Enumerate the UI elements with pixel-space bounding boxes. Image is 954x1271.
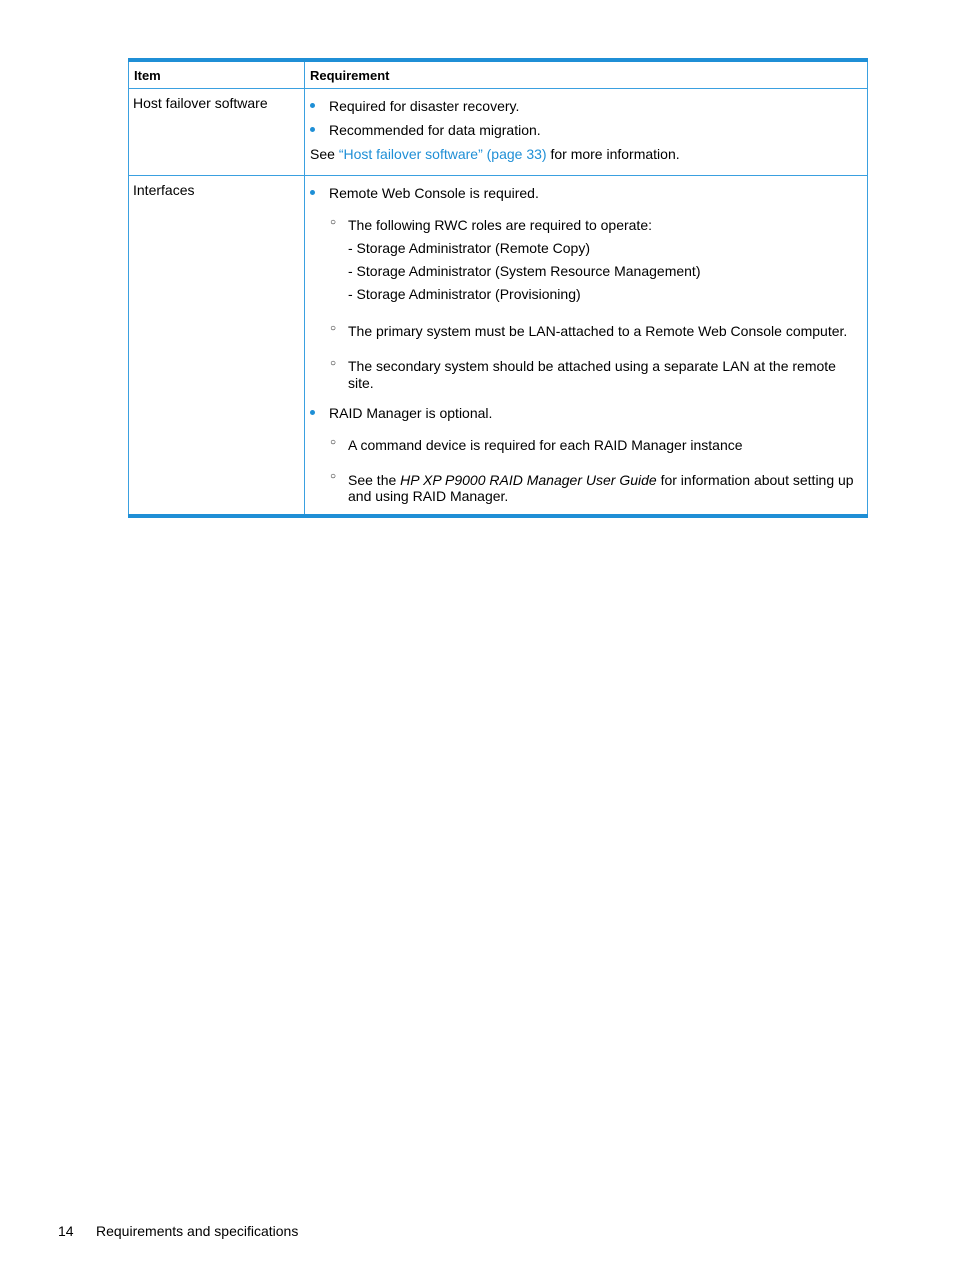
see-prefix: See xyxy=(310,145,339,162)
host-failover-link[interactable]: “Host failover software” (page 33) xyxy=(338,145,547,162)
bullet-text: Recommended for data migration. xyxy=(329,121,541,138)
bullet-dot-icon xyxy=(310,103,315,108)
bullet-text: Required for disaster recovery. xyxy=(329,97,520,114)
bullet-item xyxy=(310,405,863,422)
sub-bullet-circle-icon: ○ xyxy=(330,216,337,228)
bullet-text: RAID Manager is optional. xyxy=(329,404,493,421)
see-also-line xyxy=(310,146,863,163)
bullet-item xyxy=(310,122,863,139)
table-row xyxy=(129,175,868,516)
bullet-dot-icon xyxy=(310,190,315,195)
sub-bullet-circle-icon: ○ xyxy=(330,436,337,448)
bullet-item xyxy=(310,98,863,115)
sub-bullet-item xyxy=(310,323,863,340)
requirements-table xyxy=(128,58,868,518)
sub-bullet-text: The primary system must be LAN-attached to a Remote Web Console computer. xyxy=(348,322,848,339)
sub-bullet-circle-icon: ○ xyxy=(330,322,337,334)
sub-bullet-circle-icon: ○ xyxy=(330,357,337,369)
table-row xyxy=(129,88,868,175)
role-item: - Storage Administrator (Provisioning) xyxy=(348,285,581,302)
footer-section-title: Requirements and specifications xyxy=(96,1223,299,1239)
item-cell: Interfaces xyxy=(129,175,305,516)
sub-bullet-text: A command device is required for each RAID Manager instance xyxy=(348,436,743,453)
see-suffix: for more information. xyxy=(546,145,680,162)
sub-bullet-item xyxy=(310,358,863,392)
sub-bullet-item xyxy=(310,472,863,504)
item-cell: Host failover software xyxy=(129,88,305,175)
sub-bullet-prefix: See the xyxy=(348,471,401,488)
sub-bullet-circle-icon: ○ xyxy=(330,470,337,482)
sub-bullet-item xyxy=(310,437,863,454)
sub-bullet-text: The secondary system should be attached using a separate LAN at the remote site. xyxy=(348,357,836,391)
sub-bullet-item xyxy=(310,217,863,234)
bullet-text: Remote Web Console is required. xyxy=(329,184,539,201)
page-number: 14 xyxy=(58,1223,74,1239)
sub-bullet-suffix: for information about setting up and using RAID Manager. xyxy=(348,471,854,504)
page-footer xyxy=(58,1223,298,1239)
requirement-cell xyxy=(305,175,868,516)
header-requirement: Requirement xyxy=(305,60,868,88)
bullet-dot-icon xyxy=(310,410,315,415)
bullet-dot-icon xyxy=(310,127,315,132)
table-header-row xyxy=(129,60,868,88)
role-item: - Storage Administrator (Remote Copy) xyxy=(348,239,590,256)
sub-bullet-text: The following RWC roles are required to operate: xyxy=(348,216,653,233)
header-item: Item xyxy=(129,60,305,88)
role-item: - Storage Administrator (System Resource Management) xyxy=(348,262,701,279)
guide-title: HP XP P9000 RAID Manager User Guide xyxy=(400,471,657,488)
bullet-item xyxy=(310,185,863,202)
requirement-cell xyxy=(305,88,868,175)
